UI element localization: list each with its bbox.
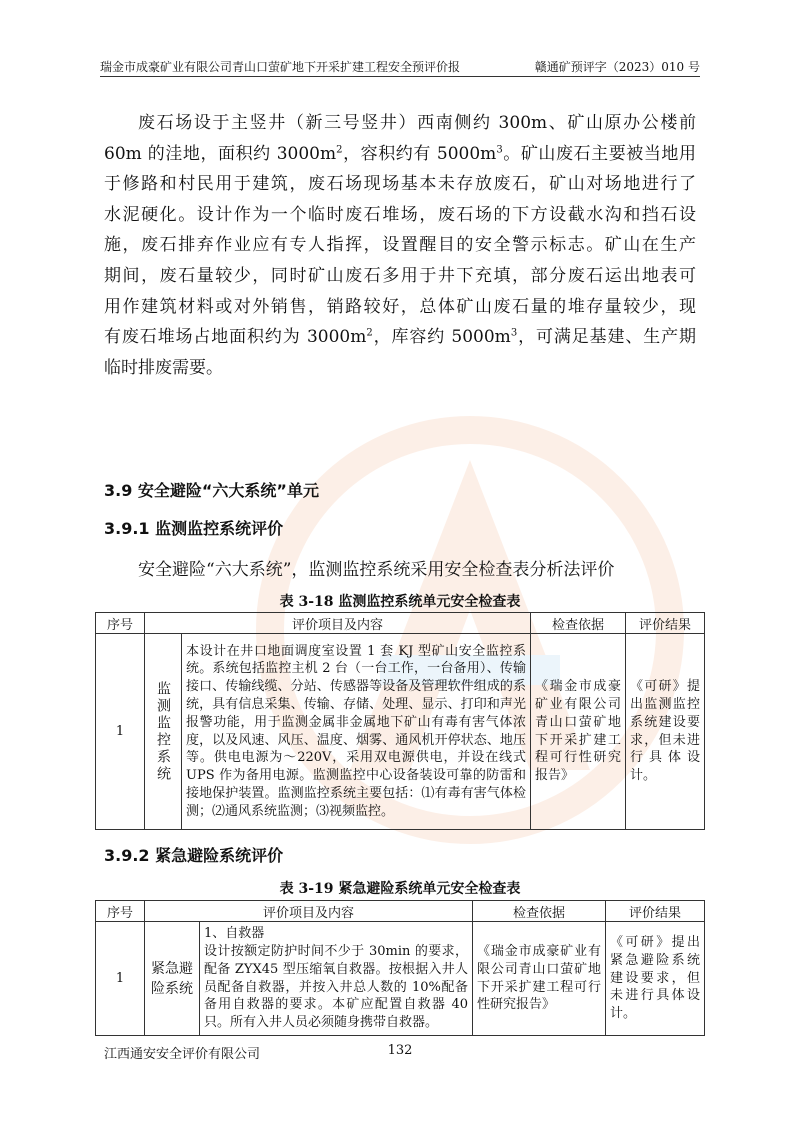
paragraph-line: 60m 的洼地，面积约 $3000m^2$，容积约有 $5000m^3$。矿山废石主要被当地用	[104, 143, 697, 164]
paragraph-line: 用作建筑材料或对外销售，销路较好，总体矿山废石量的堆存量较少，现	[104, 296, 696, 317]
table1-row-category: 监测监控系统	[145, 634, 182, 830]
waste-rock-paragraph	[104, 108, 696, 383]
paragraph-line: 有废石堆场占地面积约为 $3000m^2$，库容约 $5000m^3$，可满足基建、生产期	[104, 327, 696, 348]
table1-row-no: 1	[96, 634, 145, 830]
table2-header-content: 评价项目及内容	[145, 901, 473, 922]
table2-header-no: 序号	[96, 901, 145, 922]
header-report-number: 赣通矿预评字（2023）010 号	[534, 60, 700, 74]
paragraph-line: 于修路和村民用于建筑，废石场现场基本未存放废石，矿山对场地进行了	[104, 174, 696, 195]
header-report-title: 瑞金市成豪矿业有限公司青山口萤矿地下开采扩建工程安全预评价报	[100, 60, 461, 74]
table2-caption: 表 3-19 紧急避险系统单元安全检查表	[279, 881, 521, 897]
table1-row-basis: 《瑞金市成豪矿业有限公司青山口萤矿地下开采扩建工程可行性研究报告》	[531, 634, 626, 830]
paragraph-line: 废石场设于主竖井（新三号竖井）西南侧约 300m、矿山原办公楼前	[138, 113, 696, 133]
table2-content-body: 设计按额定防护时间不少于 30min 的要求，配备 ZYX45 型压缩氧自救器。按根据入井人员配备自救器，并按入井总人数的 10%配备备用自救器的要求。本矿应配置自救器 40 只。所有入井人员必须随身携带自救器。	[204, 943, 468, 1031]
table2-header-result: 评价结果	[606, 901, 705, 922]
paragraph-line: 期间，废石量较少，同时矿山废石多用于井下充填，部分废石运出地表可	[104, 265, 696, 286]
table2-row-category: 紧急避险系统	[145, 922, 200, 1036]
page-footer	[104, 1043, 696, 1062]
paragraph-line: 临时排废需要。	[104, 357, 223, 378]
section-heading-3-9-1: 3.9.1 监测监控系统评价	[104, 519, 284, 538]
table1-header-basis: 检查依据	[531, 613, 626, 634]
table1-row-result: 《可研》提出监测监控系统建设要求，但未进行具体设计。	[626, 634, 705, 830]
emergency-check-table	[95, 900, 705, 1036]
table2-row-basis: 《瑞金市成豪矿业有限公司青山口萤矿地下开采扩建工程可行性研究报告》	[473, 922, 606, 1036]
table2-row-result: 《可研》提出紧急避险系统建设要求，但未进行具体设计。	[606, 922, 705, 1036]
table2-content-title: 1、自救器	[204, 926, 265, 942]
table1-caption: 表 3-18 监测监控系统单元安全检查表	[279, 594, 521, 610]
footer-company: 江西通安安全评价有限公司	[104, 1047, 261, 1062]
section-heading-3-9: 3.9 安全避险“六大系统”单元	[104, 481, 319, 500]
monitoring-check-table	[95, 612, 705, 830]
table1-header-content: 评价项目及内容	[145, 613, 531, 634]
paragraph-line: 施，废石排弃作业应有专人指挥，设置醒目的安全警示标志。矿山在生产	[104, 235, 696, 256]
table2-header-basis: 检查依据	[473, 901, 606, 922]
table2-row-content	[200, 922, 473, 1036]
table1-header-no: 序号	[96, 613, 145, 634]
table2-row-no: 1	[96, 922, 145, 1036]
section-heading-3-9-2: 3.9.2 紧急避险系统评价	[104, 846, 284, 865]
section-intro-text: 安全避险“六大系统”，监测监控系统采用安全检查表分析法评价	[138, 560, 615, 580]
page-number: 132	[387, 1043, 413, 1058]
paragraph-line: 水泥硬化。设计作为一个临时废石堆场，废石场的下方设截水沟和挡石设	[104, 204, 696, 225]
table1-row-content: 本设计在井口地面调度室设置 1 套 KJ 型矿山安全监控系统。系统包括监控主机 2 台（一台工作，一台备用）、传输接口、传输线缆、分站、传感器等设备及管理软件组成的系统，具有信息采集、传输、存储、处理、显示、打印和声光报警功能，用于监测金属非金属地下矿山有毒有害气体浓度，以及风速、风压、温度、烟雾、通风机开停状态、地压等。供电电源为～220V，采用双电源供电，并设在线式 UPS 作为备用电源。监测监控中心设备装设可靠的防雷和接地保护装置。监测监控系统主要包括：⑴有毒有害气体检测；⑵通风系统监测；⑶视频监控。	[182, 634, 531, 830]
page-header	[100, 58, 700, 77]
table1-header-result: 评价结果	[626, 613, 705, 634]
